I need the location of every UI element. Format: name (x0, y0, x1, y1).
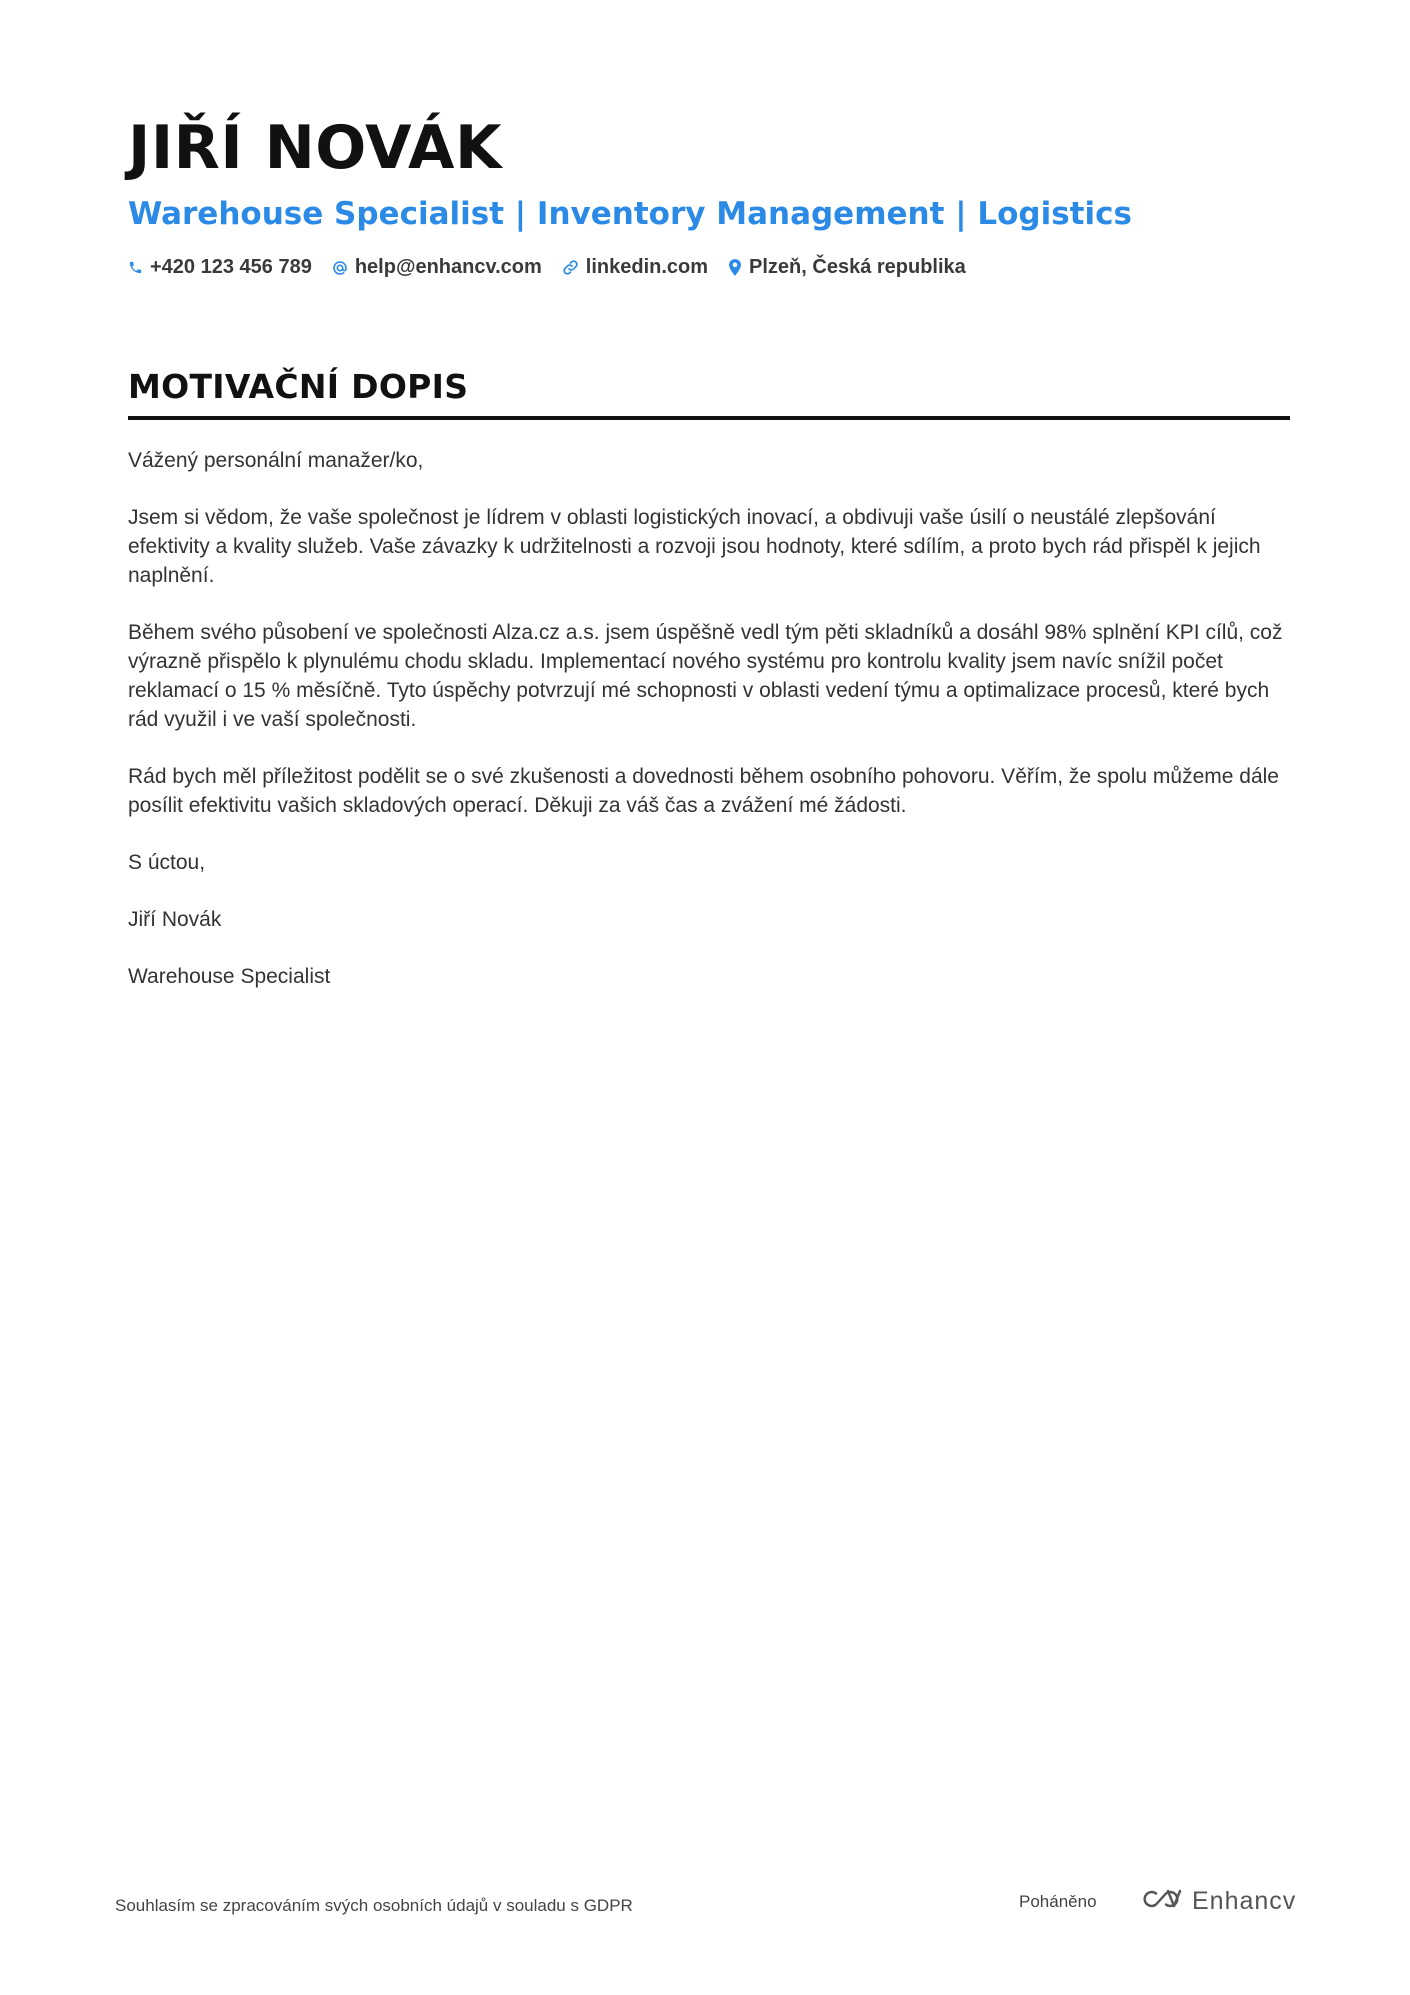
letter-body (128, 446, 1290, 991)
contact-linkedin (562, 256, 708, 279)
applicant-name: JIŘÍ NOVÁK (128, 113, 502, 183)
header (128, 108, 1290, 279)
section-title: MOTIVAČNÍ DOPIS (128, 367, 469, 406)
signature-name: Jiří Novák (128, 908, 222, 931)
phone-icon (128, 260, 143, 275)
section-divider (128, 416, 1290, 420)
contact-email (332, 256, 542, 279)
contact-phone (128, 256, 312, 279)
signature-title: Warehouse Specialist (128, 965, 331, 988)
letter-paragraph: Jsem si vědom, že vaše společnost je lídrem v oblasti logistických inovací, a obdivuji vaše úsilí o neustálé zlepšování efektivity a kvality služeb. Vaše závazky k udržitelnosti a rozvoji jsou hodnoty, které sdílím, a proto bych rád přispěl k jejich naplnění. (128, 506, 1261, 587)
email-address[interactable]: help@enhancv.com (354, 256, 542, 278)
phone-number[interactable]: +420 123 456 789 (150, 256, 312, 278)
link-icon (562, 259, 579, 276)
linkedin-link[interactable]: linkedin.com (585, 256, 709, 278)
contact-location (728, 256, 966, 279)
salutation: Vážený personální manažer/ko, (128, 449, 424, 472)
brand-name: Enhancv (1192, 1886, 1297, 1915)
powered-by-label: Poháněno (1019, 1892, 1097, 1911)
headline: Warehouse Specialist | Inventory Management | Logistics (128, 196, 1132, 232)
enhancv-logo-icon (1138, 1886, 1184, 1916)
gdpr-consent: Souhlasím se zpracováním svých osobních údajů v souladu s GDPR (115, 1896, 633, 1915)
at-icon (332, 260, 348, 276)
contact-bar (128, 256, 1290, 279)
letter-paragraph: Rád bych měl příležitost podělit se o své zkušenosti a dovednosti během osobního pohovoru. Věřím, že spolu můžeme dále posílit efektivitu vašich skladových operací. Děkuji za váš čas a zvážení mé žádosti. (128, 765, 1279, 817)
cover-letter-section (128, 364, 1290, 1019)
closing: S úctou, (128, 851, 206, 874)
letter-paragraph: Během svého působení ve společnosti Alza.cz a.s. jsem úspěšně vedl tým pěti skladníků a dosáhl 98% splnění KPI cílů, což výrazně přispělo k plynulému chodu skladu. Implementací nového systému pro kontrolu kvality jsem navíc snížil počet reklamací o 15 % měsíčně. Tyto úspěchy potvrzují mé schopnosti v oblasti vedení týmu a optimalizace procesů, které bych rád využil i ve vaší společnosti. (128, 621, 1283, 731)
location-text: Plzeň, Česká republika (749, 256, 966, 278)
location-pin-icon (728, 259, 742, 276)
enhancv-logo[interactable] (1138, 1886, 1296, 1916)
